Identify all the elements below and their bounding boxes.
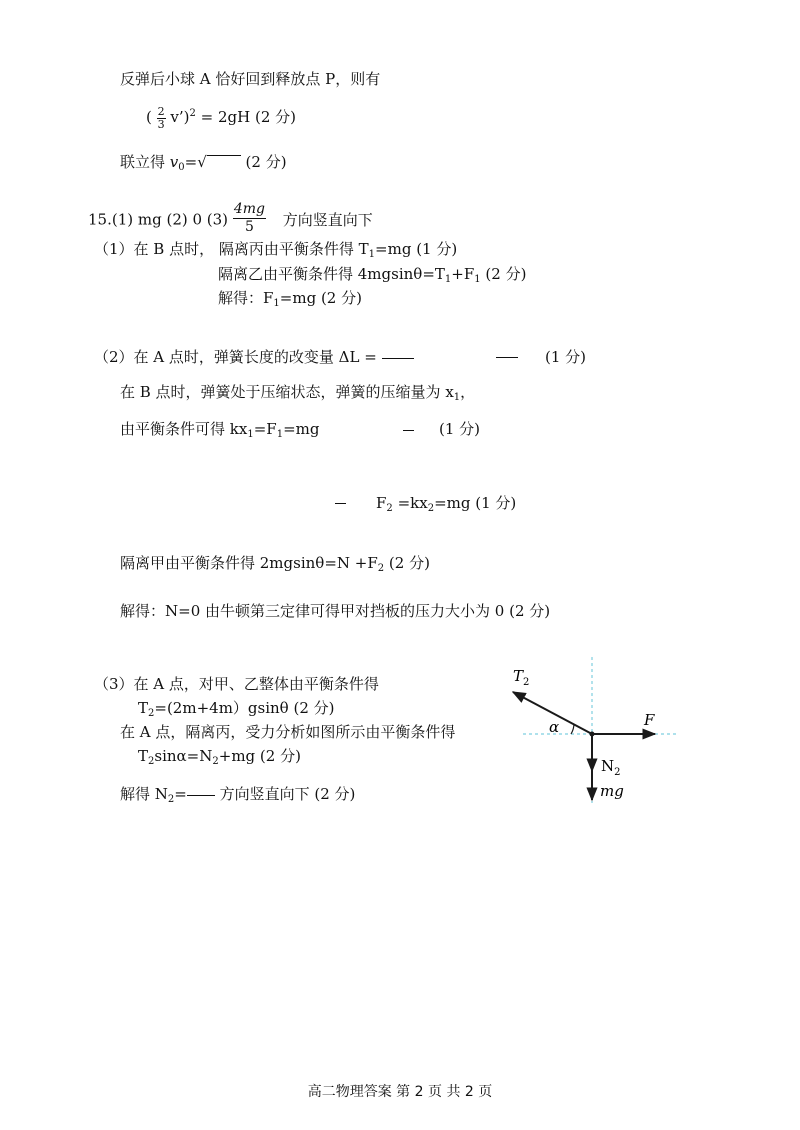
label-alpha: α <box>549 718 560 736</box>
part2-score-a: (1 分) <box>545 348 587 366</box>
part2-line-b: 在 B 点时，弹簧处于压缩状态，弹簧的压缩量为 $x_1$， <box>120 383 476 403</box>
label-n2: $N_2$ <box>601 757 621 778</box>
junction-point <box>590 732 595 737</box>
force-diagram <box>505 655 685 805</box>
part3-line-e: 解得 $N_2=$ 方向竖直向下 (2 分) <box>120 785 356 805</box>
part3-line-c: 在 A 点，隔离丙，受力分析如图所示由平衡条件得 <box>120 723 456 741</box>
question-15-answers: 15.(1) mg (2) 0 (3) $\frac{4mg}{5}$ 方向竖直向下 <box>88 201 373 235</box>
part2-line-a: （2）在 A 点时，弹簧长度的改变量 ΔL = <box>94 347 414 367</box>
text-line-rebound: 反弹后小球 A 恰好回到释放点 P，则有 <box>120 70 381 88</box>
equation-line-energy: ( $\frac{2}{3}$ v’)$^2$ = 2gH (2 分) <box>146 104 297 131</box>
part2-line-c: 由平衡条件可得 $kx_1=F_1=mg$ <box>120 420 320 440</box>
part2-line-f: 解得：N=0 由牛顿第三定律可得甲对挡板的压力大小为 0 (2 分) <box>120 602 551 620</box>
part3-line-a: （3）在 A 点，对甲、乙整体由平衡条件得 <box>94 675 379 693</box>
page-footer: 高二物理答案 第 2 页 共 2 页 <box>307 1084 493 1100</box>
fraction-two-thirds: $\frac{2}{3}$ <box>157 104 165 131</box>
part2-line-d: $F_2 =kx_2=mg$ (1 分) <box>376 494 517 514</box>
part1-line-c: 解得：$F_1=mg$ (2 分) <box>218 289 362 309</box>
part1-line-b: 隔离乙由平衡条件得 $4mgsin\theta=T_1+F_1$ (2 分) <box>218 265 527 285</box>
alpha-angle-arc <box>571 724 574 734</box>
label-mg: mg <box>600 782 624 800</box>
part1-line-a: （1）在 B 点时， 隔离丙由平衡条件得 $T_1=mg$ (1 分) <box>94 240 458 260</box>
label-f: F <box>644 711 655 729</box>
label-t2: $T_2$ <box>513 667 530 688</box>
sqrt-icon: √ <box>197 153 207 171</box>
equation-line-v0: 联立得 $v_0=√$ (2 分) <box>120 153 287 173</box>
part3-line-b: $T_2=(2m+4m)gsin\theta$ (2 分) <box>138 699 335 719</box>
part2-line-e: 隔离甲由平衡条件得 $2mgsin\theta=N +F_2$ (2 分) <box>120 554 430 574</box>
part2-score-c: (1 分) <box>439 420 481 438</box>
fraction-4mg-over-5: $\frac{4mg}{5}$ <box>233 201 265 235</box>
part3-line-d: $T_2\sin\alpha=N_2+mg$ (2 分) <box>138 747 301 767</box>
